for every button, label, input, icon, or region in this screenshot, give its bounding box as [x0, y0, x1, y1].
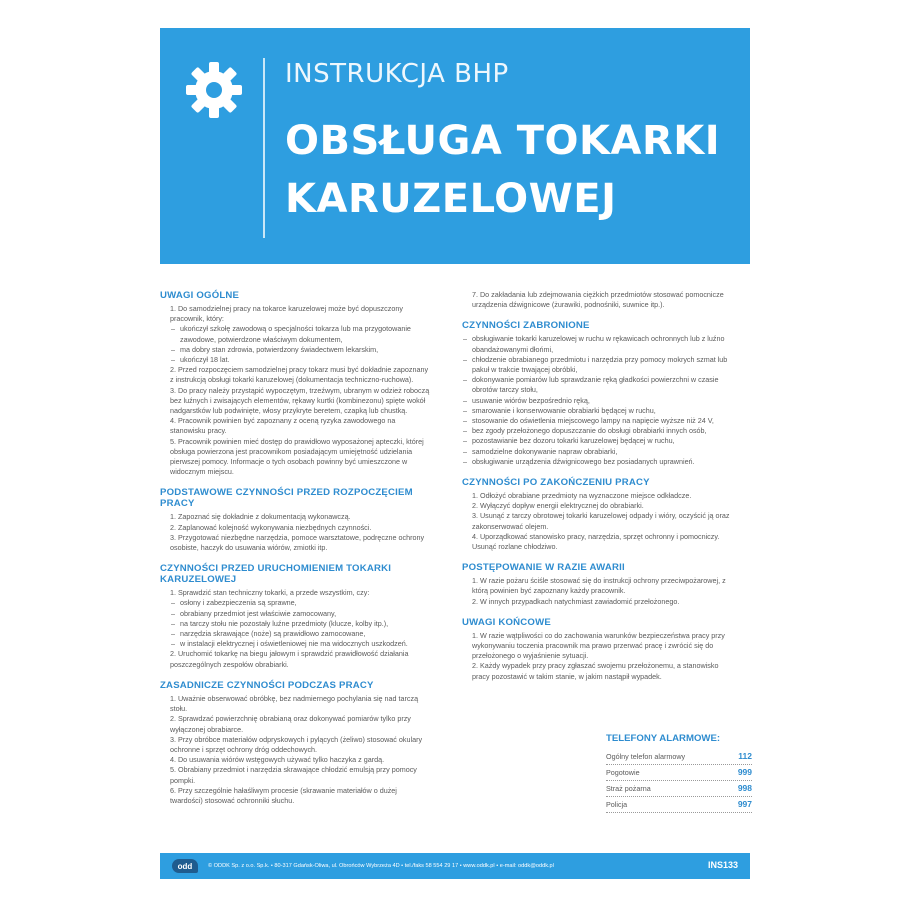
list-item: 1. W razie wątpliwości co do zachowania warunków bezpieczeństwa pracy przy wykonywaniu toczenia pracownik ma prawo przerwać pracę i zwrócić się do przełożonego o wyjaśnienie sytuacji.: [472, 630, 725, 661]
section-title: ZASADNICZE CZYNNOŚCI PODCZAS PRACY: [160, 679, 374, 691]
phone-row: [606, 781, 752, 797]
header-divider: [263, 58, 265, 238]
section-before-start: [160, 563, 430, 670]
list-item: 1. Do samodzielnej pracy na tokarce karuzelowej może być dopuszczony pracownik, który:: [170, 304, 403, 324]
list-item: 2. Każdy wypadek przy pracy zgłaszać swojemu przełożonemu, a stanowisko pracy pozostawić w takim stanie, w jakim nastąpił wypadek.: [472, 661, 719, 681]
section-after-work: [462, 477, 732, 552]
phone-row: [606, 765, 752, 781]
header-banner: [160, 28, 750, 264]
phone-row: [606, 797, 752, 813]
section-forbidden: [462, 320, 732, 467]
gear-icon: [182, 58, 246, 122]
list-item: 2. Wyłączyć dopływ energii elektrycznej do obrabiarki.: [472, 501, 644, 511]
list-subitem: – ukończył 18 lat.: [160, 355, 430, 365]
phone-number: 998: [737, 783, 752, 793]
section-emergency: [462, 562, 732, 607]
list-item: 1. W razie pożaru ściśle stosować się do instrukcji ochrony przeciwpożarowej, z którą powinien być zapoznany każdy pracownik.: [472, 576, 726, 596]
doc-title: [285, 112, 735, 228]
list-item: 3. Przygotować niezbędne narzędzia, pomoce warsztatowe, podręczne ochrony osobiste, haczyk do usuwania wiórów, zmiotki itp.: [170, 532, 425, 553]
list-subitem: – na tarczy stołu nie pozostały luźne przedmioty (klucze, kolby itp.),: [160, 619, 430, 629]
phone-label: Policja: [606, 800, 628, 809]
list-item: 3. Do pracy należy przystąpić wypoczętym, trzeźwym, ubranym w odzież roboczą bez luźnych i zwisających elementów, rękawy kurtki (kombinezonu) spięte wokół nadgarstków lub podwinięte, włosy przykryte beretem, czapką lub chustką.: [170, 385, 430, 416]
section-title: POSTĘPOWANIE W RAZIE AWARII: [462, 562, 625, 574]
list-item: – samodzielne dokonywanie napraw obrabiarki,: [462, 447, 732, 457]
list-item: 6. Przy szczególnie hałaśliwym procesie (skrawanie materiałów o dużej twardości) stosować ochronniki słuchu.: [170, 785, 397, 805]
list-item: 4. Uporządkować stanowisko pracy, narzędzia, sprzęt ochronny i pomocniczy. Usunąć rozlane chłodziwo.: [472, 531, 720, 552]
list-item: 2. W innych przypadkach natychmiast zawiadomić przełożonego.: [472, 596, 680, 606]
right-column: [462, 290, 732, 692]
list-item: – pozostawianie bez dozoru tokarki karuzelowej będącej w ruchu,: [462, 436, 732, 446]
list-item: 7. Do zakładania lub zdejmowania ciężkich przedmiotów stosować pomocnicze urządzenia dźwignicowe (żurawiki, podnośniki, suwnice itp.).: [472, 290, 724, 310]
list-item: 4. Do usuwania wiórów wstęgowych używać tylko haczyka z gardą.: [170, 755, 385, 765]
list-item: – chłodzenie obrabianego przedmiotu i narzędzia przy pomocy mokrych szmat lub pakuł w trakcie trwającej obróbki,: [462, 355, 732, 375]
emergency-phones: [606, 733, 752, 813]
list-item: 5. Pracownik powinien mieć dostęp do prawidłowo wyposażonej apteczki, której obsługa powierzona jest pracownikom posiadającym umiejętność udzielania pierwszej pomocy. Informacje o tych osobach powinny być umieszczone w widocznym miejscu.: [170, 436, 424, 477]
list-subitem: – w instalacji elektrycznej i oświetleniowej nie ma widocznych uszkodzeń.: [160, 639, 430, 649]
doc-title-line1: OBSŁUGA TOKARKI: [285, 118, 721, 164]
phone-row: [606, 749, 752, 765]
list-subitem: – narzędzia skrawające (noże) są prawidłowo zamocowane,: [160, 629, 430, 639]
section-title: PODSTAWOWE CZYNNOŚCI PRZED ROZPOCZĘCIEM PRACY: [160, 487, 413, 510]
list-item: 1. Odłożyć obrabiane przedmioty na wyznaczone miejsce odkładcze.: [472, 491, 692, 501]
section-title: CZYNNOŚCI PRZED URUCHOMIENIEM TOKARKI KARUZELOWEJ: [160, 563, 392, 586]
list-item: 1. Sprawdzić stan techniczny tokarki, a przede wszystkim, czy:: [170, 588, 370, 598]
list-item: 2. Sprawdzać powierzchnię obrabianą oraz dokonywać pomiarów tylko przy wyłączonej obrabiarce.: [170, 714, 411, 734]
phone-label: Straż pożarna: [606, 784, 651, 793]
oddk-logo: odd: [172, 859, 198, 873]
section-before-work: [160, 487, 430, 553]
phone-number: 999: [737, 767, 752, 777]
doc-kicker: INSTRUKCJA BHP: [285, 59, 509, 89]
phone-label: Ogólny telefon alarmowy: [606, 752, 686, 761]
list-item: – bez zgody przełożonego dopuszczanie do obsługi obrabiarki innych osób,: [462, 426, 732, 436]
list-item: 3. Usunąć z tarczy obrotowej tokarki karuzelowej odpady i wióry, oczyścić ją oraz zakonserwować olejem.: [472, 511, 730, 531]
section-title: UWAGI KOŃCOWE: [462, 616, 551, 628]
phone-number: 112: [738, 751, 752, 761]
list-item: 4. Pracownik powinien być zapoznany z oceną ryzyka zawodowego na stanowisku pracy.: [170, 416, 396, 436]
footer-text: © ODDK Sp. z o.o. Sp.k. • 80-317 Gdańsk-Oliwa, ul. Obrońców Wybrzeża 4D • tel./faks 58 554 29 17 • www.oddk.pl • e-mail: oddk@oddk.pl: [208, 863, 554, 869]
list-item: – usuwanie wiórów bezpośrednio ręką,: [462, 396, 732, 406]
section-title: UWAGI OGÓLNE: [160, 290, 240, 301]
section-during-work: [160, 680, 430, 806]
list-subitem: – obrabiany przedmiot jest właściwie zamocowany,: [160, 609, 430, 619]
left-column: [160, 290, 430, 816]
doc-title-line2: KARUZELOWEJ: [285, 176, 617, 222]
list-item: 2. Uruchomić tokarkę na biegu jałowym i sprawdzić prawidłowość działania poszczególnych zespołów obrabiarki.: [170, 649, 409, 669]
list-item: 1. Zapoznać się dokładnie z dokumentacją wykonawczą.: [170, 512, 351, 522]
phones-title: TELEFONY ALARMOWE:: [606, 733, 721, 744]
section-title: CZYNNOŚCI ZABRONIONE: [462, 320, 590, 332]
list-item: – stosowanie do oświetlenia miejscowego lampy na napięcie wyższe niż 24 V,: [462, 416, 732, 426]
phone-number: 997: [737, 799, 752, 809]
section-final: [462, 617, 732, 682]
list-item: 3. Przy obróbce materiałów odpryskowych i pylących (żeliwo) stosować okulary ochronne i sprzęt ochrony dróg oddechowych.: [170, 734, 423, 754]
doc-code: INS133: [707, 860, 738, 870]
phone-label: Pogotowie: [606, 768, 640, 777]
list-item: 1. Uważnie obserwować obróbkę, bez nadmiernego pochylania się nad tarczą stołu.: [170, 693, 419, 714]
section-title: CZYNNOŚCI PO ZAKOŃCZENIU PRACY: [462, 477, 650, 489]
list-item: – obsługiwanie tokarki karuzelowej w ruchu w rękawicach ochronnych lub z luźno obandażowanymi dłońmi,: [462, 334, 732, 354]
list-item: – obsługiwanie urządzenia dźwignicowego bez posiadanych uprawnień.: [462, 457, 732, 467]
list-item: 5. Obrabiany przedmiot i narzędzia skrawające chłodzić emulsją przy pomocy pompki.: [170, 765, 417, 785]
footer-bar: [160, 853, 750, 879]
list-item: 2. Przed rozpoczęciem samodzielnej pracy tokarz musi być dokładnie zapoznany z instrukcją obsługi tokarki karuzelowej (dokumentacja techniczno-ruchowa).: [170, 365, 429, 385]
list-subitem: – osłony i zabezpieczenia są sprawne,: [160, 598, 430, 608]
section-during-work-cont: [462, 290, 732, 310]
list-subitem: – ma dobry stan zdrowia, potwierdzony świadectwem lekarskim,: [160, 345, 430, 355]
list-item: 2. Zaplanować kolejność wykonywania niezbędnych czynności.: [170, 522, 372, 532]
instruction-sheet: [160, 28, 750, 881]
list-item: – dokonywanie pomiarów lub sprawdzanie ręką gładkości powierzchni w czasie obrotów tarczy stołu,: [462, 375, 732, 395]
section-general: [160, 290, 430, 477]
list-subitem: – ukończył szkołę zawodową o specjalności tokarza lub ma przygotowanie zawodowe, potwierdzone właściwym dokumentem,: [160, 324, 430, 344]
list-item: – smarowanie i konserwowanie obrabiarki będącej w ruchu,: [462, 406, 732, 416]
